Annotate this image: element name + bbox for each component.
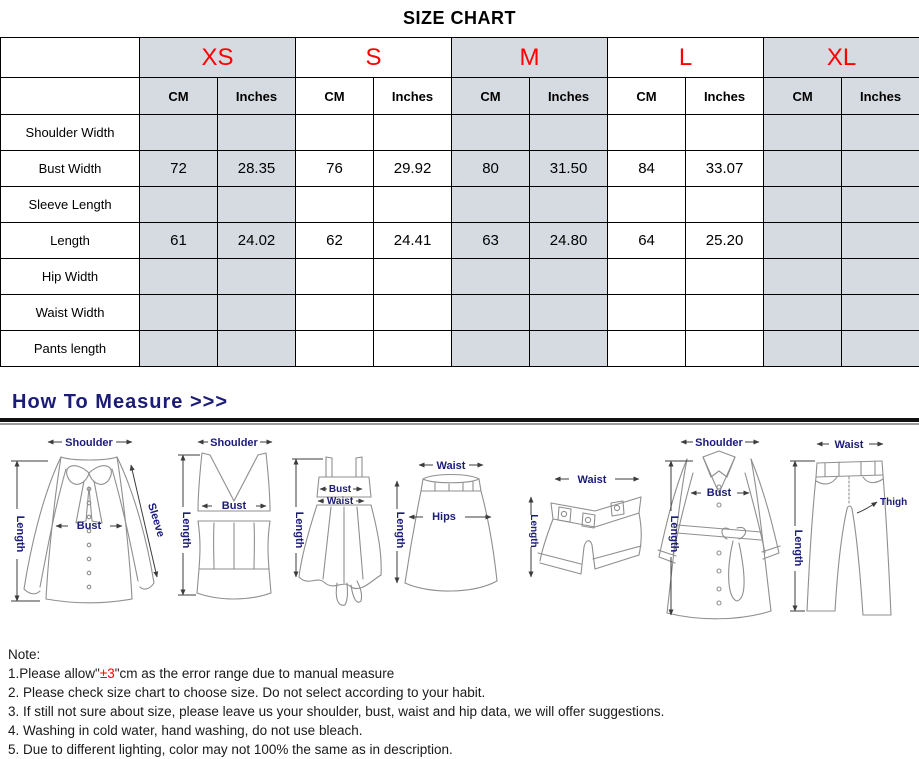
value-cell (842, 259, 919, 295)
dress-figure (289, 431, 389, 631)
row-label: Hip Width (1, 259, 140, 295)
value-cell (608, 115, 686, 151)
value-cell (374, 295, 452, 331)
size-header-xs: XS (140, 38, 296, 78)
unit-header-cm: CM (764, 78, 842, 115)
note-item-4: 4. Washing in cold water, hand washing, do not use bleach. (8, 721, 919, 740)
value-cell (686, 259, 764, 295)
value-cell: 24.41 (374, 223, 452, 259)
unit-header-row (1, 78, 919, 115)
tank-shoulder-label: Shoulder (210, 437, 258, 449)
note-1-suffix: "cm as the error range due to manual measure (115, 666, 394, 681)
unit-header-inches: Inches (530, 78, 608, 115)
value-cell (374, 115, 452, 151)
row-label: Pants length (1, 331, 140, 367)
notes-section (8, 645, 919, 759)
value-cell (530, 187, 608, 223)
row-label: Shoulder Width (1, 115, 140, 151)
value-cell (218, 259, 296, 295)
section-divider (0, 418, 919, 425)
blouse-shoulder-label: Shoulder (65, 437, 113, 449)
value-cell (686, 115, 764, 151)
value-cell (296, 115, 374, 151)
value-cell (374, 331, 452, 367)
value-cell (608, 331, 686, 367)
value-cell (296, 295, 374, 331)
value-cell (686, 187, 764, 223)
unit-header-inches: Inches (218, 78, 296, 115)
value-cell: 84 (608, 151, 686, 187)
note-1-tolerance: ±3 (100, 666, 115, 681)
coat-figure (643, 431, 785, 631)
value-cell (608, 187, 686, 223)
table-row-shoulder-width (1, 115, 919, 151)
value-cell: 24.02 (218, 223, 296, 259)
note-item-3: 3. If still not sure about size, please leave us your shoulder, bust, waist and hip data, we will offer suggestions. (8, 702, 919, 721)
how-to-measure-heading: How To Measure >>> (12, 391, 919, 414)
pants-figure (785, 431, 915, 631)
size-header-m: M (452, 38, 608, 78)
table-row-length (1, 223, 919, 259)
value-cell: 61 (140, 223, 218, 259)
value-cell: 33.07 (686, 151, 764, 187)
value-cell: 76 (296, 151, 374, 187)
unit-header-cm: CM (608, 78, 686, 115)
value-cell (842, 223, 919, 259)
skirt-length-label: Length (394, 512, 406, 549)
value-cell: 31.50 (530, 151, 608, 187)
value-cell (530, 295, 608, 331)
value-cell (764, 259, 842, 295)
value-cell (686, 295, 764, 331)
measure-figures (0, 425, 919, 635)
note-1-prefix: 1.Please allow" (8, 666, 100, 681)
value-cell (764, 331, 842, 367)
value-cell (140, 331, 218, 367)
value-cell (218, 115, 296, 151)
value-cell: 25.20 (686, 223, 764, 259)
unit-header-inches: Inches (686, 78, 764, 115)
size-header-s: S (296, 38, 452, 78)
unit-header-cm: CM (140, 78, 218, 115)
size-chart-table (0, 37, 919, 367)
value-cell: 28.35 (218, 151, 296, 187)
dress-bust-label: Bust (329, 484, 352, 495)
dress-length-label: Length (293, 512, 305, 549)
value-cell (218, 187, 296, 223)
value-cell: 62 (296, 223, 374, 259)
skirt-figure (389, 431, 511, 631)
shorts-figure (511, 431, 643, 631)
value-cell: 24.80 (530, 223, 608, 259)
value-cell (842, 187, 919, 223)
value-cell (296, 259, 374, 295)
value-cell (764, 223, 842, 259)
row-label: Bust Width (1, 151, 140, 187)
blouse-bust-label: Bust (77, 520, 102, 532)
skirt-waist-label: Waist (437, 460, 466, 472)
value-cell (296, 187, 374, 223)
value-cell (452, 259, 530, 295)
value-cell (608, 295, 686, 331)
note-item-5: 5. Due to different lighting, color may not 100% the same as in description. (8, 740, 919, 759)
blouse-sleeve-label: Sleeve (145, 502, 167, 539)
size-header-l: L (608, 38, 764, 78)
corner-cell (1, 78, 140, 115)
value-cell: 72 (140, 151, 218, 187)
value-cell (140, 295, 218, 331)
dress-waist-label: Waist (327, 496, 354, 507)
value-cell (608, 259, 686, 295)
page-title: SIZE CHART (0, 0, 919, 37)
tank-top-figure (174, 431, 289, 631)
size-header-row (1, 38, 919, 78)
value-cell (686, 331, 764, 367)
unit-header-inches: Inches (374, 78, 452, 115)
pants-waist-label: Waist (835, 439, 864, 451)
value-cell (842, 115, 919, 151)
value-cell (452, 295, 530, 331)
shorts-length-label: Length (528, 514, 539, 547)
value-cell (452, 331, 530, 367)
value-cell (842, 151, 919, 187)
value-cell (764, 151, 842, 187)
blouse-figure (4, 431, 174, 631)
table-row-hip-width (1, 259, 919, 295)
value-cell (374, 187, 452, 223)
value-cell (530, 259, 608, 295)
unit-header-cm: CM (452, 78, 530, 115)
note-item-1 (8, 664, 919, 683)
value-cell (140, 115, 218, 151)
value-cell (530, 115, 608, 151)
value-cell (374, 259, 452, 295)
value-cell (140, 187, 218, 223)
coat-bust-label: Bust (707, 487, 732, 499)
notes-heading: Note: (8, 645, 919, 664)
value-cell (764, 295, 842, 331)
value-cell (452, 187, 530, 223)
skirt-hips-label: Hips (432, 511, 456, 523)
coat-shoulder-label: Shoulder (695, 437, 743, 449)
tank-length-label: Length (180, 512, 192, 549)
row-label: Sleeve Length (1, 187, 140, 223)
value-cell: 64 (608, 223, 686, 259)
value-cell (296, 331, 374, 367)
row-label: Waist Width (1, 295, 140, 331)
table-row-bust-width (1, 151, 919, 187)
value-cell: 29.92 (374, 151, 452, 187)
corner-cell (1, 38, 140, 78)
value-cell (218, 295, 296, 331)
table-row-sleeve-length (1, 187, 919, 223)
size-header-xl: XL (764, 38, 919, 78)
value-cell (764, 187, 842, 223)
value-cell (140, 259, 218, 295)
pants-thigh-label: Thigh (880, 497, 907, 508)
pants-length-label: Length (792, 530, 804, 567)
value-cell: 80 (452, 151, 530, 187)
value-cell (452, 115, 530, 151)
value-cell (530, 331, 608, 367)
value-cell (764, 115, 842, 151)
note-item-2: 2. Please check size chart to choose size. Do not select according to your habit. (8, 683, 919, 702)
row-label: Length (1, 223, 140, 259)
shorts-waist-label: Waist (578, 474, 607, 486)
unit-header-inches: Inches (842, 78, 919, 115)
value-cell (842, 295, 919, 331)
unit-header-cm: CM (296, 78, 374, 115)
value-cell (842, 331, 919, 367)
table-row-pants-length (1, 331, 919, 367)
table-row-waist-width (1, 295, 919, 331)
blouse-length-label: Length (14, 516, 26, 553)
value-cell: 63 (452, 223, 530, 259)
coat-length-label: Length (668, 516, 680, 553)
tank-bust-label: Bust (222, 500, 247, 512)
value-cell (218, 331, 296, 367)
